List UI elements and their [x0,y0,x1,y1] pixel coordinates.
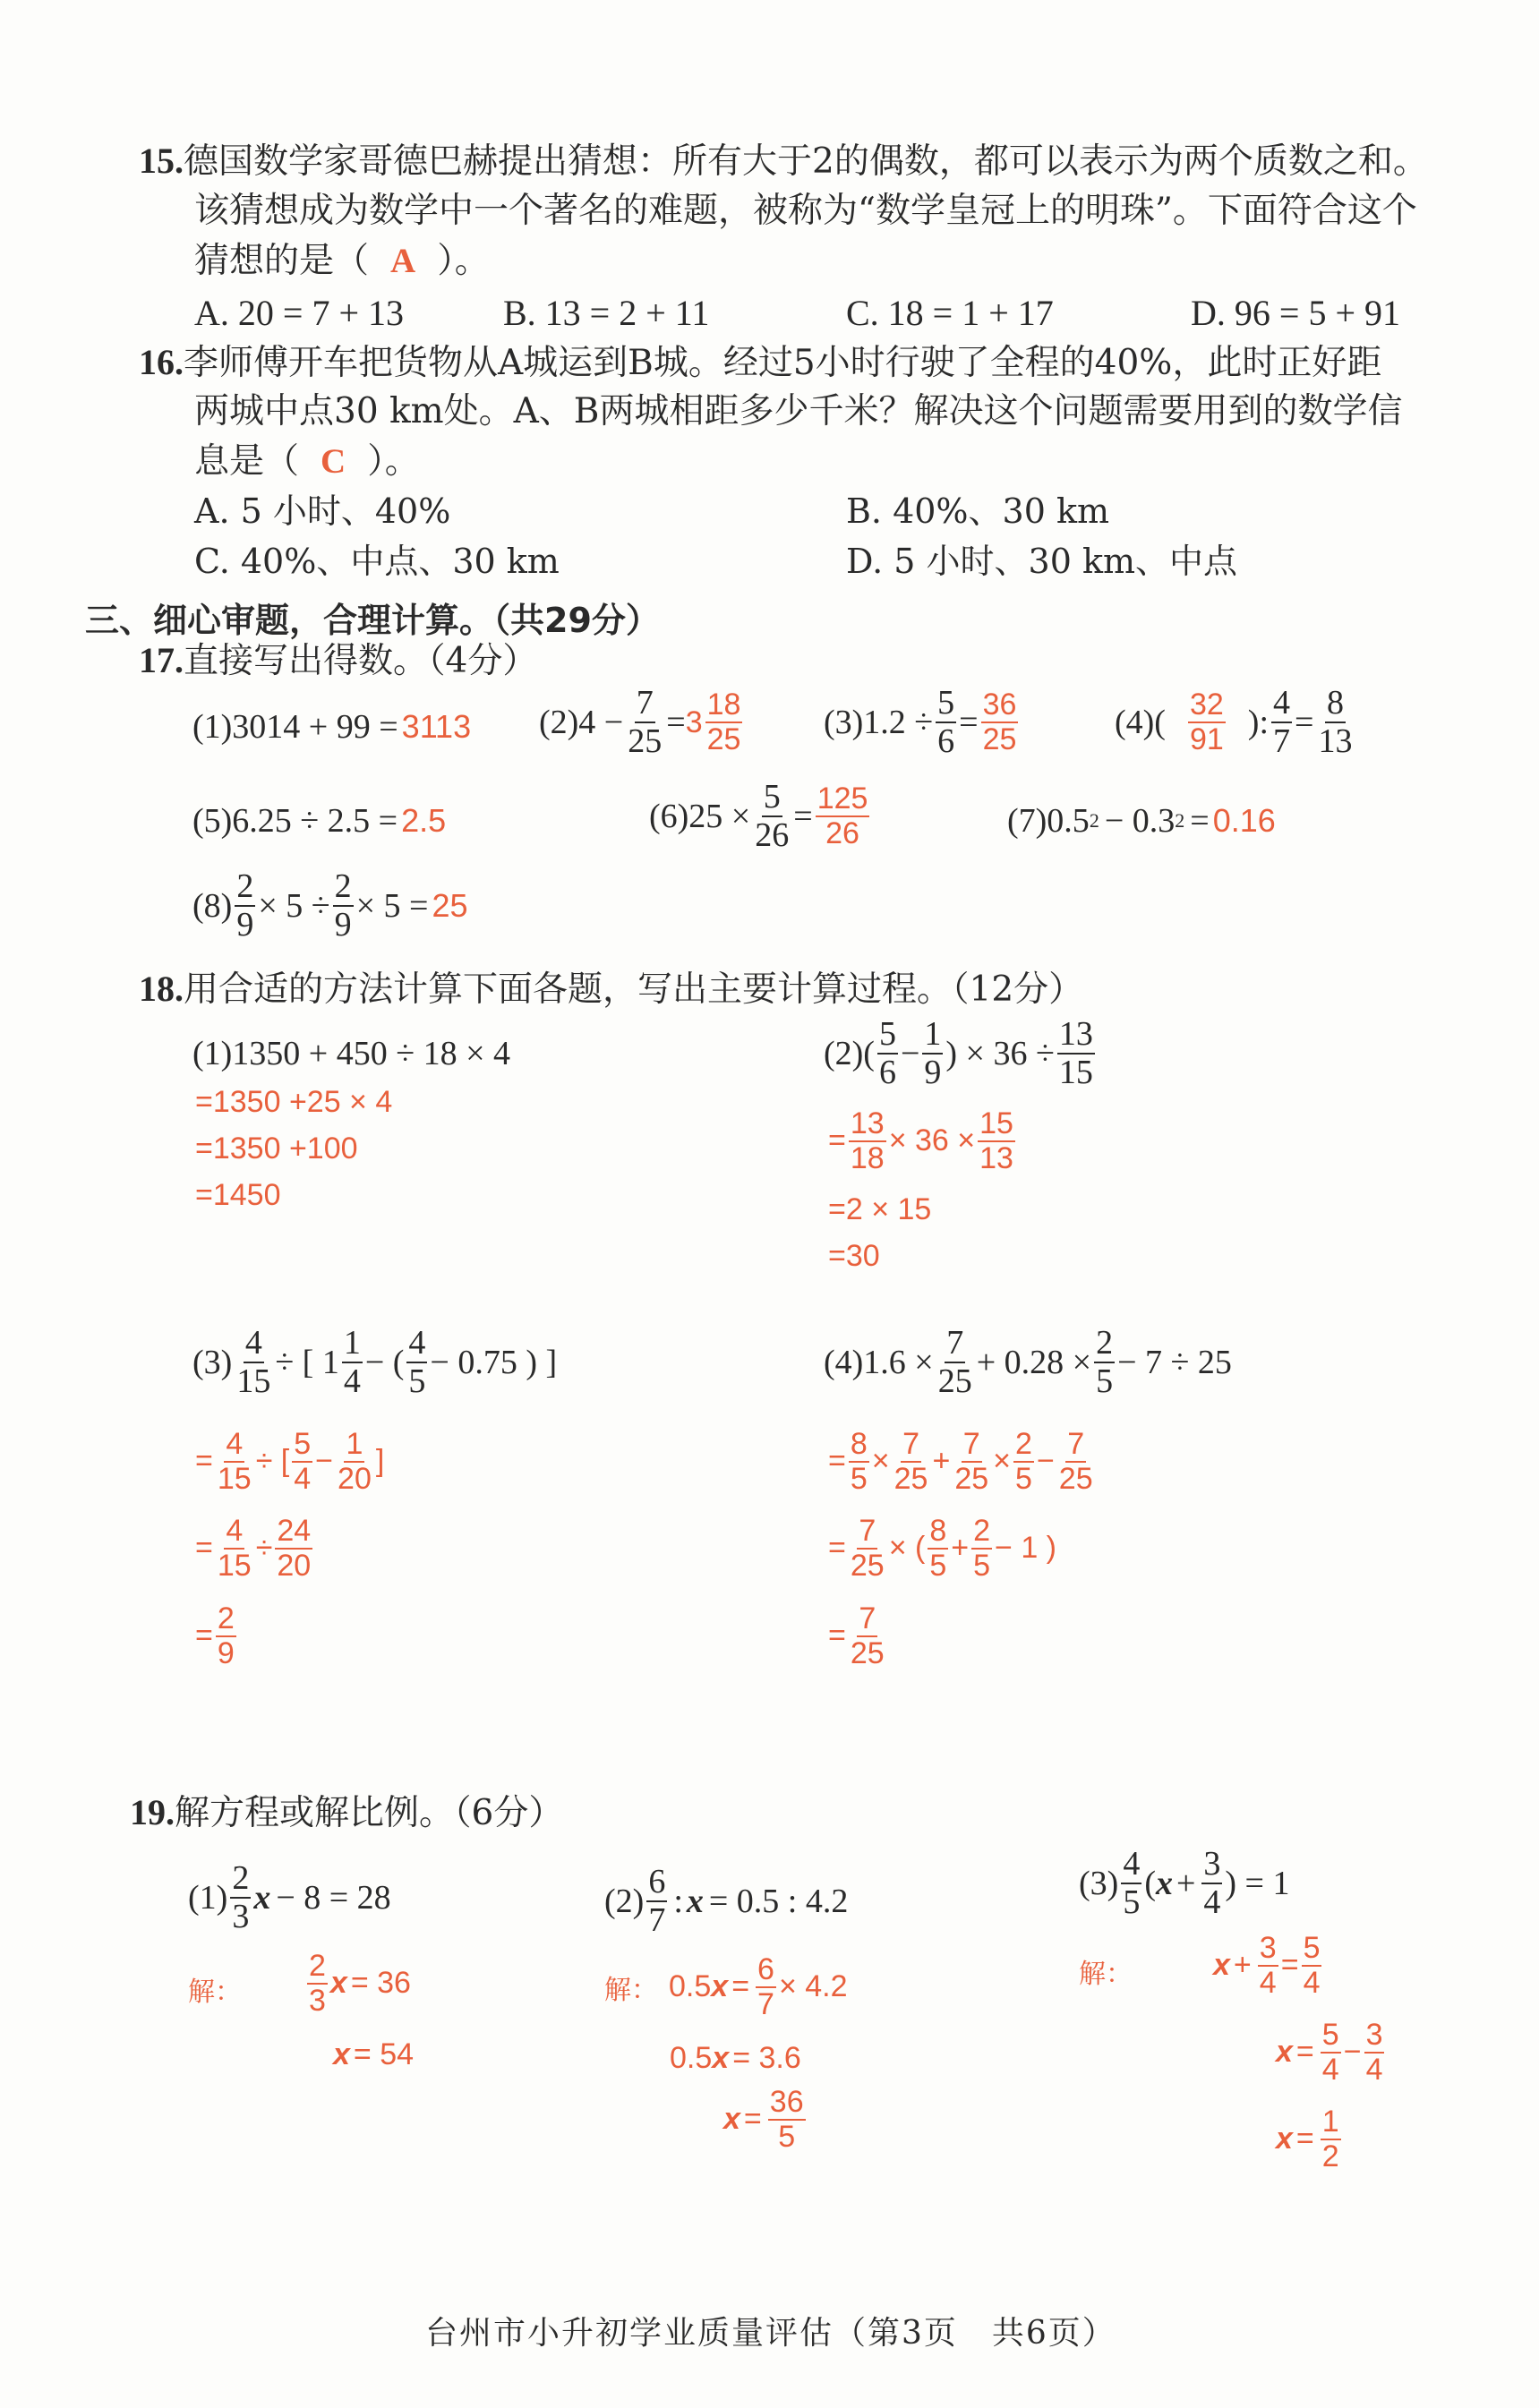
q18-part2-step3: =30 [828,1239,880,1273]
q15-line3: 猜想的是（ A ）。 [194,241,490,281]
q19-part3-step1: x + $\frac{3}{4}$ = $\frac{5}{4}$ [1213,1931,1321,2000]
q16-option-c: C. 40%、中点、30 km [194,542,560,581]
q16-option-a: A. 5 小时、40% [194,491,451,531]
q18-part4-step3: = $\frac{7}{25}$ [828,1601,885,1670]
q16-answer: C [321,442,346,481]
q15 [139,141,1428,182]
q16-line1: 李师傅开车把货物从A城运到B城。经过5小时行驶了全程的40%，此时正好距 [184,343,1382,383]
q17-part8-answer: 25 [432,887,468,925]
q19-part1: (1) 2 3 x − 8 = 28 [188,1859,391,1936]
q17-part6-answer: 125 26 [817,781,868,851]
q19-part1-jie: 解： [188,1977,242,2007]
q15-line2: 该猜想成为数学中一个著名的难题，被称为“数学皇冠上的明珠”。下面符合这个 [194,191,1417,231]
q16-option-b: B. 40%、30 km [846,491,1110,531]
q17-part1: (1)3014 + 99 = 3113 [192,708,472,746]
q18-part3-step1: = $\frac{4}{15}$ ÷ [ 5 4 − $\frac{1}{20}$ ] [195,1427,385,1496]
q15-option-a: A. 20 = 7 + 13 [194,293,405,333]
q16-option-d: D. 5 小时、30 km、中点 [846,542,1238,581]
page-footer: 台州市小升初学业质量评估（第3页 共6页） [425,2315,1116,2352]
q17-part3: (3)1.2 ÷ $\frac{5}{6}$ = 36 25 [824,685,1021,760]
q17-part5-answer: 2.5 [401,802,447,839]
q17-part8: (8) $\frac{2}{9}$ × 5 ÷ $\frac{2}{9}$ × 5 = 25 [192,867,468,944]
q16 [139,342,1382,383]
q18-part2-step2: =2 × 15 [828,1192,932,1226]
q15-answer: A [390,242,416,280]
q17-part5: (5)6.25 ÷ 2.5 = 2.5 [192,802,447,840]
q19-part2: (2) 6 7 : x = 0.5 : 4.2 [604,1863,849,1940]
section-3-heading: 三、细心审题，合理计算。（共29分） [85,601,660,640]
q17-title: 17.直接写出得数。（4分） [139,640,538,681]
q16-line2: 两城中点30 km处。A、B两城相距多少千米？解决这个问题需要用到的数学信 [194,391,1403,431]
q18-part4-step1: = $\frac{8}{5}$ × $\frac{7}{25}$ + $\frac{7}{25}$ × $\frac{2}{5}$ − $\frac{7}{25}$ [828,1427,1093,1496]
q17-part7: (7)0.5 2 − 0.3 2 = 0.16 [1007,802,1276,840]
q19-part3-jie: 解： [1079,1960,1133,1989]
q15-number: 15. [139,141,184,181]
q18-part3: (3) $\frac{4}{15}$ ÷ [ 1 1 4 − ( 4 5 − 0.75 ) ] [192,1324,558,1401]
q18-part4-step2: = $\frac{7}{25}$ × ( 8 5 + $\frac{2}{5}$ − 1 ) [828,1514,1056,1583]
q19-part1-step2: x = 54 [333,2037,415,2071]
q16-line3: 息是（ C ）。 [194,441,420,482]
q15-option-b: B. 13 = 2 + 11 [503,293,710,333]
q18-part4: (4)1.6 × $\frac{7}{25}$ + 0.28 × $\frac{2}{5}$ − 7 ÷ 25 [824,1324,1232,1401]
q17-part4: (4)( 32 91 ): $\frac{4}{7}$ = $\frac{8}{13}$ [1115,684,1353,761]
q18-part1-step2: =1350 +100 [195,1131,358,1166]
q16-number: 16. [139,342,184,382]
q18-title: 18.用合适的方法计算下面各题，写出主要计算过程。（12分） [139,969,1084,1010]
q19-part1-step1: 2 3 x = 36 [309,1949,411,2018]
q19-part3: (3) 4 5 ( x + $\frac{3}{4}$ ) = 1 [1079,1845,1290,1922]
q17-part2-answer: 3 18 25 [685,687,741,757]
q18-part3-step2: = $\frac{4}{15}$ ÷ $\frac{24}{20}$ [195,1514,312,1583]
q19-part2-step2: 0.5 x = 3.6 [670,2041,801,2075]
q18-part2-step1: = $\frac{13}{18}$ × 36 × $\frac{15}{13}$ [828,1106,1013,1175]
q15-option-d: D. 96 = 5 + 91 [1191,293,1401,333]
q18-part1-step1: =1350 +25 × 4 [195,1085,393,1119]
q15-option-c: C. 18 = 1 + 17 [846,293,1054,333]
q19-part2-step3: x = $\frac{36}{5}$ [723,2085,804,2154]
q19-title: 19.解方程或解比例。（6分） [130,1792,564,1833]
q18-part2: (2)( 5 6 − $\frac{1}{9}$ ) × 36 ÷ $\frac{13}{15}$ [824,1015,1093,1092]
q18-part1: (1)1350 + 450 ÷ 18 × 4 [192,1035,511,1072]
q19-part3-step2: x = $\frac{5}{4}$ − $\frac{3}{4}$ [1276,2018,1383,2087]
q17-part7-answer: 0.16 [1212,802,1276,839]
q18-part3-step3: = $\frac{2}{9}$ [195,1601,235,1670]
q18-part1-step3: =1450 [195,1178,281,1212]
q17-part6: (6)25 × $\frac{5}{26}$ = 125 26 [649,779,872,854]
q19-part2-step1: 解： 0.5 x = $\frac{6}{7}$ × 4.2 [604,1952,848,2021]
q19-part3-step3: x = $\frac{1}{2}$ [1276,2105,1339,2173]
q17-part2: (2)4 − $\frac{7}{25}$ = 3 18 25 [539,685,745,760]
q15-line1: 德国数学家哥德巴赫提出猜想：所有大于2的偶数，都可以表示为两个质数之和。 [184,141,1428,182]
q17-part1-answer: 3113 [401,708,472,745]
q17-part3-answer: 36 25 [982,687,1017,757]
q17-part4-answer: 32 91 [1189,687,1224,757]
